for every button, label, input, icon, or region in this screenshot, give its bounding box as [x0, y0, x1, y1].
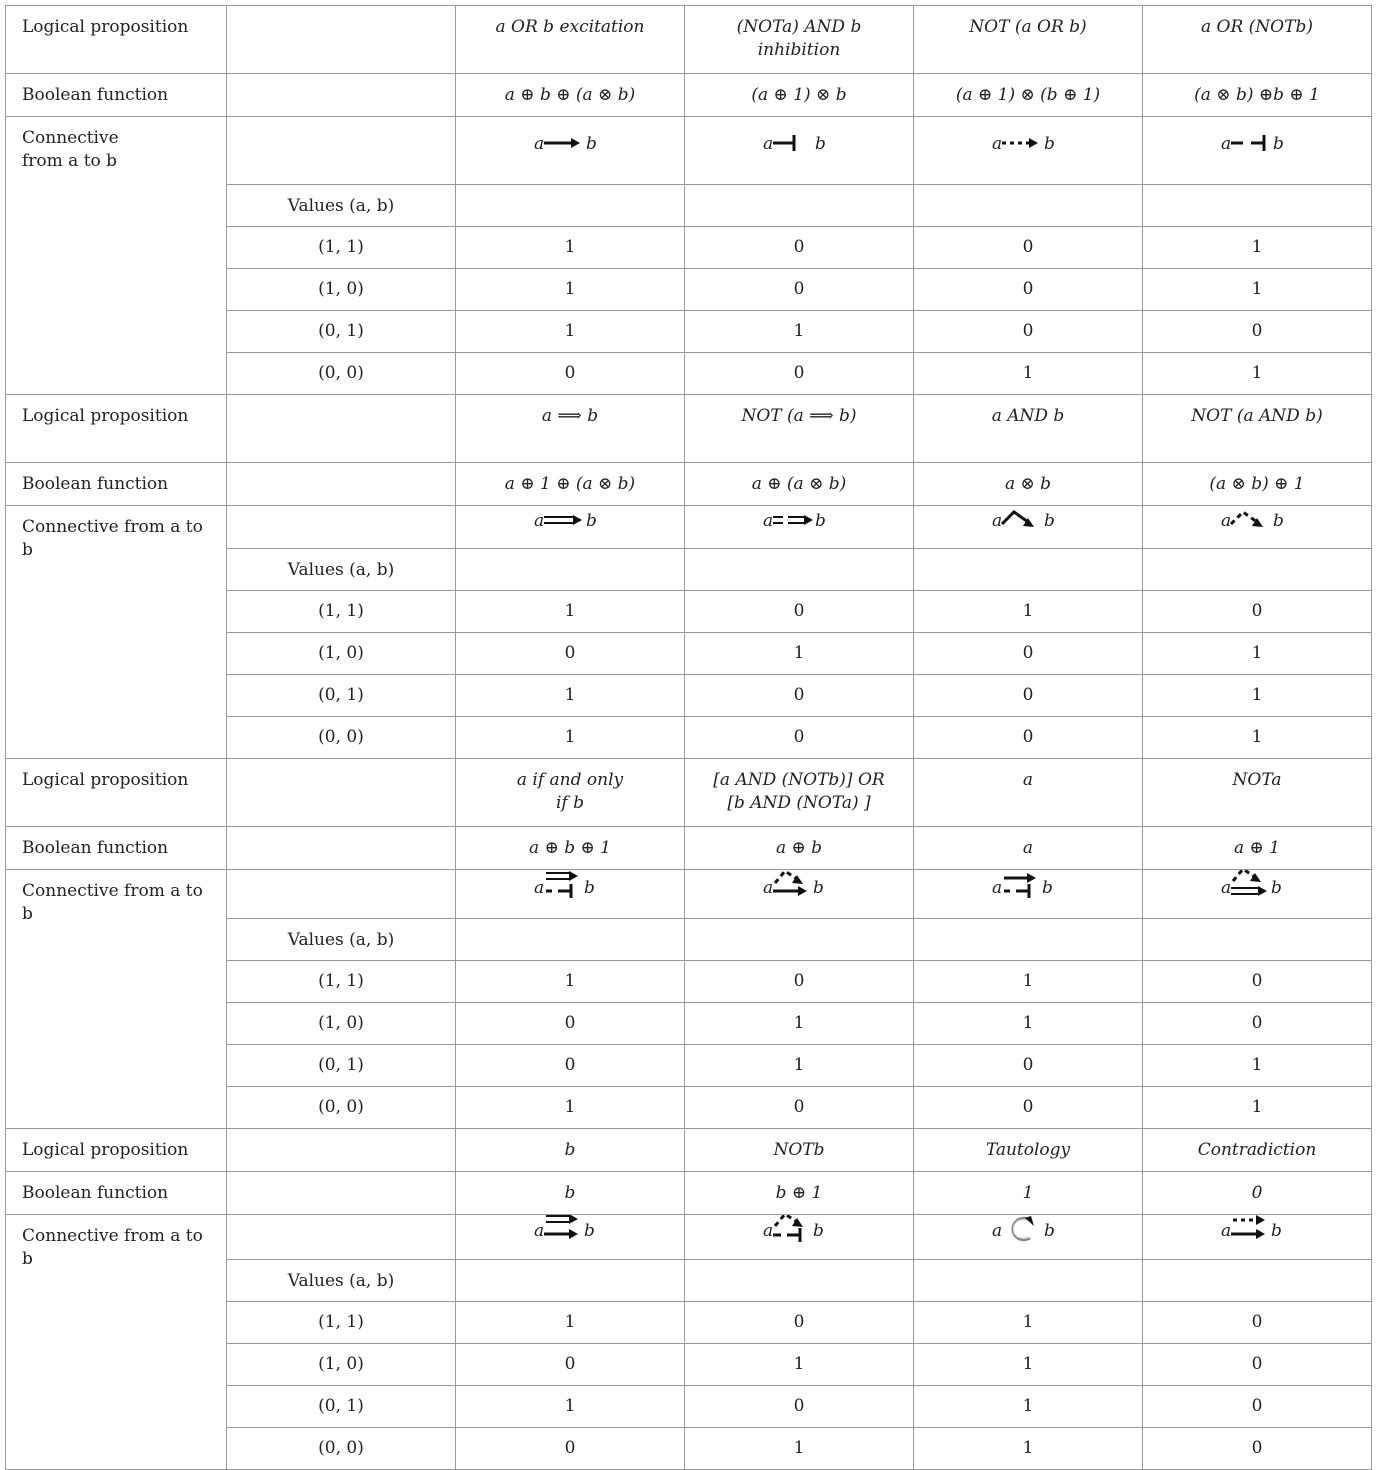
svg-text:a: a	[763, 134, 774, 154]
connective-cell	[456, 870, 685, 919]
proposition-cell: NOT (a OR b)	[914, 6, 1143, 74]
svg-text:a: a	[992, 511, 1003, 531]
boolean-function-cell: (a ⊗ b) ⊕b ⊕ 1	[1143, 74, 1372, 117]
truth-value-cell: 1	[1143, 227, 1372, 269]
truth-value-cell: 1	[456, 675, 685, 717]
input-pair-cell: (1, 0)	[227, 269, 456, 311]
connective-cell	[685, 117, 914, 185]
empty-cell	[1143, 549, 1372, 591]
truth-value-cell: 0	[456, 1428, 685, 1470]
proposition-cell: NOT (a ⟹ b)	[685, 395, 914, 463]
input-pair-cell: (1, 0)	[227, 633, 456, 675]
truth-value-cell: 1	[456, 311, 685, 353]
dotted-over-arrow-icon	[1217, 1215, 1297, 1248]
truth-value-cell: 0	[914, 1045, 1143, 1087]
connective-cell	[1143, 870, 1372, 919]
truth-value-cell: 1	[914, 961, 1143, 1003]
truth-value-cell: 0	[914, 311, 1143, 353]
connective-row	[6, 1215, 1372, 1260]
connective-cell	[456, 506, 685, 549]
truth-value-cell: 0	[1143, 311, 1372, 353]
truth-value-cell: 0	[685, 353, 914, 395]
svg-text:a: a	[534, 878, 545, 898]
truth-value-cell: 0	[685, 227, 914, 269]
empty-cell	[227, 463, 456, 506]
truth-value-cell: 1	[914, 1003, 1143, 1045]
row-label-boolean-function: Boolean function	[6, 827, 227, 870]
truth-value-cell: 0	[914, 675, 1143, 717]
connective-cell	[914, 506, 1143, 549]
truth-value-cell: 0	[1143, 591, 1372, 633]
input-pair-cell: (0, 0)	[227, 1428, 456, 1470]
boolean-function-cell: a ⊕ b ⊕ (a ⊗ b)	[456, 74, 685, 117]
svg-text:b: b	[813, 1221, 824, 1241]
svg-text:a: a	[534, 134, 545, 154]
row-label-proposition: Logical proposition	[6, 759, 227, 827]
connective-cell	[456, 1215, 685, 1260]
truth-value-cell: 1	[914, 1386, 1143, 1428]
truth-value-cell: 1	[1143, 1087, 1372, 1129]
row-label-boolean-function: Boolean function	[6, 74, 227, 117]
row-label-connective: Connective from a to b	[6, 870, 227, 1129]
svg-text:a: a	[763, 878, 774, 898]
connective-cell	[1143, 117, 1372, 185]
empty-cell	[227, 395, 456, 463]
row-label-proposition: Logical proposition	[6, 6, 227, 74]
proposition-row	[6, 6, 1372, 74]
truth-value-cell: 0	[1143, 1003, 1372, 1045]
svg-text:b: b	[815, 134, 826, 154]
truth-value-cell: 0	[1143, 1344, 1372, 1386]
values-header: Values (a, b)	[227, 185, 456, 227]
empty-cell	[227, 827, 456, 870]
svg-text:b: b	[586, 511, 597, 531]
connective-cell	[685, 1215, 914, 1260]
empty-cell	[227, 6, 456, 74]
truth-value-cell: 0	[1143, 961, 1372, 1003]
truth-value-cell: 0	[456, 353, 685, 395]
truth-value-cell: 1	[456, 961, 685, 1003]
boolean-function-row	[6, 74, 1372, 117]
connective-cell	[1143, 506, 1372, 549]
empty-cell	[227, 74, 456, 117]
empty-cell	[227, 870, 456, 919]
arrow-excitation-icon	[530, 117, 610, 173]
dashed-inhibition-icon	[1217, 117, 1297, 173]
proposition-cell: a OR (NOTb)	[1143, 6, 1372, 74]
dashed-bent-over-arrow-icon	[759, 870, 839, 907]
input-pair-cell: (0, 1)	[227, 675, 456, 717]
proposition-cell: (NOTa) AND b inhibition	[685, 6, 914, 74]
boolean-function-cell: a ⊕ 1 ⊕ (a ⊗ b)	[456, 463, 685, 506]
empty-cell	[914, 185, 1143, 227]
row-label-boolean-function: Boolean function	[6, 1172, 227, 1215]
truth-value-cell: 1	[1143, 353, 1372, 395]
truth-value-cell: 0	[685, 1302, 914, 1344]
proposition-row	[6, 1129, 1372, 1172]
proposition-cell: a AND b	[914, 395, 1143, 463]
empty-cell	[1143, 185, 1372, 227]
truth-value-cell: 0	[685, 269, 914, 311]
double-arrow-icon	[530, 506, 610, 537]
svg-text:a: a	[992, 878, 1003, 898]
boolean-function-row	[6, 463, 1372, 506]
empty-cell	[914, 1260, 1143, 1302]
truth-value-cell: 1	[685, 1344, 914, 1386]
svg-text:b: b	[813, 878, 824, 898]
svg-text:a: a	[1221, 1221, 1232, 1241]
svg-text:b: b	[1273, 134, 1284, 154]
svg-text:b: b	[1271, 1221, 1282, 1241]
proposition-cell: NOT (a AND b)	[1143, 395, 1372, 463]
svg-text:a: a	[534, 511, 545, 531]
values-header: Values (a, b)	[227, 1260, 456, 1302]
input-pair-cell: (0, 0)	[227, 353, 456, 395]
empty-cell	[685, 549, 914, 591]
truth-value-cell: 1	[914, 353, 1143, 395]
svg-text:b: b	[1042, 878, 1053, 898]
input-pair-cell: (1, 0)	[227, 1003, 456, 1045]
truth-value-cell: 1	[456, 1302, 685, 1344]
truth-table	[5, 5, 1372, 1470]
arrow-over-inhibition-icon	[988, 870, 1068, 907]
truth-value-cell: 1	[685, 1003, 914, 1045]
input-pair-cell: (1, 0)	[227, 1344, 456, 1386]
empty-cell	[227, 1215, 456, 1260]
truth-value-cell: 1	[685, 633, 914, 675]
empty-cell	[456, 549, 685, 591]
proposition-row	[6, 759, 1372, 827]
inhibition-tbar-icon	[759, 117, 839, 173]
input-pair-cell: (1, 1)	[227, 591, 456, 633]
empty-cell	[685, 919, 914, 961]
proposition-cell: b	[456, 1129, 685, 1172]
dashed-bent-arrow-icon	[1217, 506, 1297, 537]
svg-text:a: a	[992, 134, 1003, 154]
input-pair-cell: (0, 0)	[227, 717, 456, 759]
connective-cell	[914, 870, 1143, 919]
proposition-cell: NOTa	[1143, 759, 1372, 827]
boolean-function-cell: a ⊕ 1	[1143, 827, 1372, 870]
boolean-function-cell: (a ⊕ 1) ⊗ b	[685, 74, 914, 117]
connective-row	[6, 117, 1372, 185]
truth-value-cell: 0	[914, 227, 1143, 269]
truth-value-cell: 0	[914, 717, 1143, 759]
svg-text:b: b	[1271, 878, 1282, 898]
truth-value-cell: 0	[685, 1087, 914, 1129]
truth-value-cell: 0	[456, 1045, 685, 1087]
truth-value-cell: 0	[1143, 1428, 1372, 1470]
connective-cell	[456, 117, 685, 185]
values-header: Values (a, b)	[227, 549, 456, 591]
empty-cell	[456, 1260, 685, 1302]
boolean-function-cell: (a ⊕ 1) ⊗ (b ⊕ 1)	[914, 74, 1143, 117]
truth-value-cell: 0	[914, 1087, 1143, 1129]
connective-cell	[685, 870, 914, 919]
boolean-function-row	[6, 827, 1372, 870]
empty-cell	[456, 185, 685, 227]
svg-text:a: a	[1221, 878, 1232, 898]
svg-text:b: b	[1044, 511, 1055, 531]
dashed-bent-over-double-arrow-icon	[1217, 870, 1297, 907]
truth-value-cell: 1	[456, 1386, 685, 1428]
input-pair-cell: (0, 1)	[227, 1386, 456, 1428]
proposition-cell: a	[914, 759, 1143, 827]
connective-row	[6, 506, 1372, 549]
boolean-function-cell: (a ⊗ b) ⊕ 1	[1143, 463, 1372, 506]
boolean-function-cell: a ⊕ b ⊕ 1	[456, 827, 685, 870]
svg-text:b: b	[1044, 1221, 1055, 1241]
empty-cell	[227, 506, 456, 549]
empty-cell	[1143, 919, 1372, 961]
boolean-function-cell: 1	[914, 1172, 1143, 1215]
connective-cell	[914, 117, 1143, 185]
dotted-arrow-icon	[988, 117, 1068, 173]
truth-value-cell: 1	[1143, 675, 1372, 717]
empty-cell	[227, 117, 456, 185]
input-pair-cell: (0, 1)	[227, 1045, 456, 1087]
input-pair-cell: (0, 1)	[227, 311, 456, 353]
triple-arrow-icon	[530, 1215, 610, 1248]
truth-value-cell: 1	[1143, 1045, 1372, 1087]
circular-arrow-icon	[988, 1215, 1068, 1248]
truth-value-cell: 1	[914, 591, 1143, 633]
empty-cell	[1143, 1260, 1372, 1302]
boolean-function-cell: a ⊕ b	[685, 827, 914, 870]
truth-value-cell: 0	[456, 1003, 685, 1045]
svg-text:b: b	[1273, 511, 1284, 531]
bent-arrow-icon	[988, 506, 1068, 537]
connective-cell	[1143, 1215, 1372, 1260]
row-label-connective: Connective from a to b	[6, 506, 227, 759]
svg-text:b: b	[586, 134, 597, 154]
svg-text:a: a	[1221, 134, 1232, 154]
proposition-cell: Tautology	[914, 1129, 1143, 1172]
boolean-function-cell: a ⊗ b	[914, 463, 1143, 506]
empty-cell	[227, 759, 456, 827]
truth-value-cell: 1	[1143, 717, 1372, 759]
empty-cell	[227, 1172, 456, 1215]
row-label-proposition: Logical proposition	[6, 1129, 227, 1172]
boolean-function-row	[6, 1172, 1372, 1215]
boolean-function-cell: b	[456, 1172, 685, 1215]
truth-value-cell: 1	[914, 1428, 1143, 1470]
truth-value-cell: 1	[456, 591, 685, 633]
truth-value-cell: 1	[456, 1087, 685, 1129]
double-arrow-over-inhibition-icon	[530, 870, 610, 907]
empty-cell	[685, 1260, 914, 1302]
proposition-cell: a ⟹ b	[456, 395, 685, 463]
truth-value-cell: 1	[456, 227, 685, 269]
connective-row	[6, 870, 1372, 919]
truth-value-cell: 0	[685, 1386, 914, 1428]
proposition-cell: a if and only if b	[456, 759, 685, 827]
svg-text:a: a	[992, 1221, 1003, 1241]
proposition-cell: Contradiction	[1143, 1129, 1372, 1172]
row-label-connective: Connective from a to b	[6, 117, 227, 395]
truth-value-cell: 0	[685, 675, 914, 717]
proposition-cell: NOTb	[685, 1129, 914, 1172]
truth-value-cell: 1	[685, 1045, 914, 1087]
truth-value-cell: 1	[456, 269, 685, 311]
dashed-bent-over-inhibition-icon	[759, 1215, 839, 1248]
truth-value-cell: 0	[914, 269, 1143, 311]
truth-value-cell: 0	[914, 633, 1143, 675]
row-label-connective: Connective from a to b	[6, 1215, 227, 1470]
truth-value-cell: 0	[1143, 1386, 1372, 1428]
svg-text:b: b	[1044, 134, 1055, 154]
boolean-function-cell: a ⊕ (a ⊗ b)	[685, 463, 914, 506]
empty-cell	[685, 185, 914, 227]
truth-value-cell: 1	[914, 1302, 1143, 1344]
truth-value-cell: 1	[1143, 269, 1372, 311]
truth-value-cell: 1	[1143, 633, 1372, 675]
proposition-cell: a OR b excitation	[456, 6, 685, 74]
row-label-boolean-function: Boolean function	[6, 463, 227, 506]
boolean-function-cell: 0	[1143, 1172, 1372, 1215]
truth-value-cell: 1	[456, 717, 685, 759]
boolean-function-cell: b ⊕ 1	[685, 1172, 914, 1215]
connective-cell	[685, 506, 914, 549]
svg-text:a: a	[1221, 511, 1232, 531]
truth-value-cell: 1	[685, 1428, 914, 1470]
svg-text:a: a	[534, 1221, 545, 1241]
proposition-cell: [a AND (NOTb)] OR [b AND (NOTa) ]	[685, 759, 914, 827]
values-header: Values (a, b)	[227, 919, 456, 961]
empty-cell	[456, 919, 685, 961]
input-pair-cell: (1, 1)	[227, 961, 456, 1003]
input-pair-cell: (0, 0)	[227, 1087, 456, 1129]
input-pair-cell: (1, 1)	[227, 1302, 456, 1344]
truth-value-cell: 0	[685, 591, 914, 633]
svg-text:a: a	[763, 511, 774, 531]
truth-value-cell: 0	[456, 633, 685, 675]
empty-cell	[914, 919, 1143, 961]
svg-text:a: a	[763, 1221, 774, 1241]
row-label-proposition: Logical proposition	[6, 395, 227, 463]
input-pair-cell: (1, 1)	[227, 227, 456, 269]
truth-value-cell: 0	[685, 961, 914, 1003]
svg-text:b: b	[815, 511, 826, 531]
svg-text:b: b	[584, 1221, 595, 1241]
truth-value-cell: 0	[1143, 1302, 1372, 1344]
dashed-double-arrow-icon	[759, 506, 839, 537]
truth-value-cell: 1	[914, 1344, 1143, 1386]
connective-cell	[914, 1215, 1143, 1260]
boolean-function-cell: a	[914, 827, 1143, 870]
truth-value-cell: 0	[456, 1344, 685, 1386]
empty-cell	[227, 1129, 456, 1172]
svg-text:b: b	[584, 878, 595, 898]
proposition-row	[6, 395, 1372, 463]
truth-value-cell: 1	[685, 311, 914, 353]
truth-value-cell: 0	[685, 717, 914, 759]
empty-cell	[914, 549, 1143, 591]
